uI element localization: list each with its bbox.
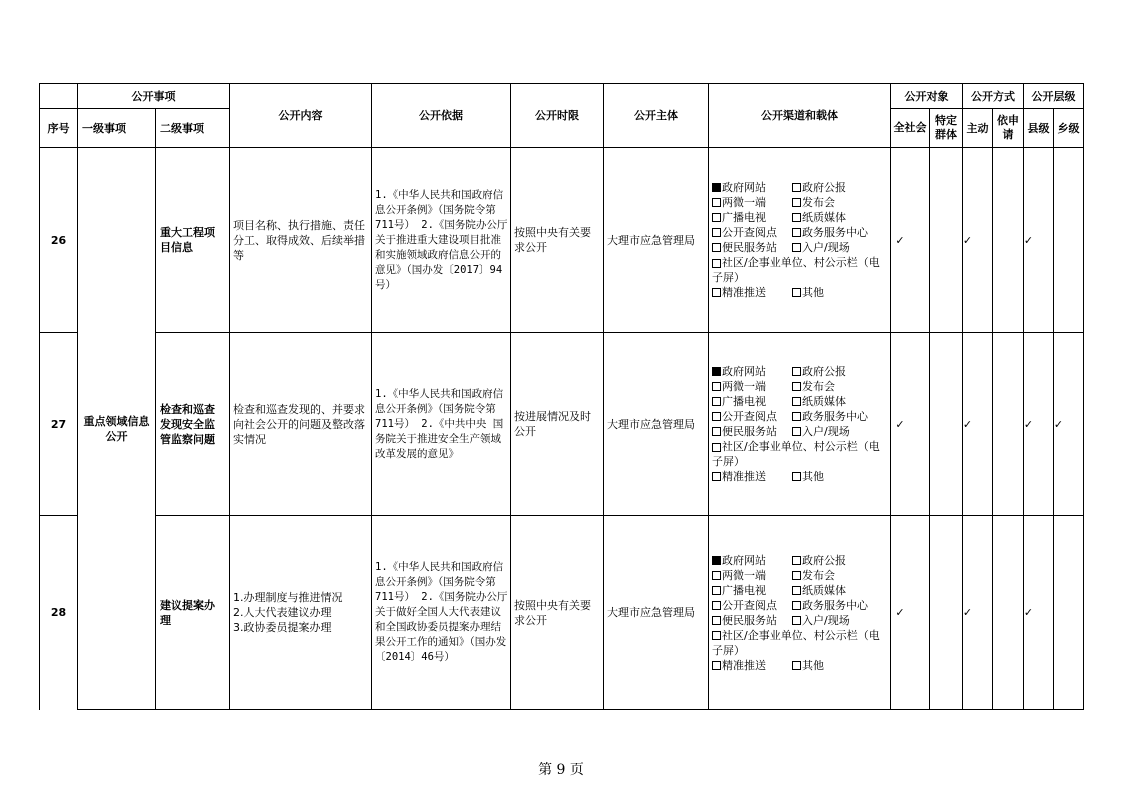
channel-two-micro: 两微一端 [722, 568, 766, 582]
checkbox-icon [712, 443, 721, 452]
checkbox-icon [792, 228, 801, 237]
header-blank [40, 84, 78, 109]
header-subject: 公开主体 [604, 84, 709, 148]
checkbox-icon [712, 228, 721, 237]
row-tick-active [963, 333, 993, 516]
channel-gov-gazette: 政府公报 [802, 365, 846, 378]
row-channels [709, 516, 891, 710]
channel-door-site: 入户/现场 [802, 613, 850, 627]
channel-print-media: 纸质媒体 [802, 395, 846, 408]
checkmark-icon: ✓ [962, 233, 973, 247]
row-time-limit: 按照中央有关要求公开 [511, 148, 604, 333]
channel-press-conf: 发布会 [802, 380, 835, 393]
channel-service-center: 政务服务中心 [802, 410, 868, 423]
channel-other: 其他 [802, 286, 824, 299]
channel-community-board: 社区/企事业单位、村公示栏（电子屏） [712, 628, 880, 657]
channel-door-site: 入户/现场 [802, 241, 850, 254]
channel-gov-website: 政府网站 [722, 365, 766, 378]
channel-community-board: 社区/企事业单位、村公示栏（电子屏） [712, 440, 880, 468]
row-time-limit: 按照中央有关要求公开 [511, 516, 604, 710]
channel-print-media: 纸质媒体 [802, 583, 846, 597]
row-basis: 1.《中华人民共和国政府信息公开条例》（国务院令第711号） 2.《国务院办公厅关于推进重大建设项目批准和实施领域政府信息公开的意见》（国办发〔2017〕94号） [372, 148, 511, 333]
checkbox-checked-icon [712, 556, 721, 565]
channel-other: 其他 [802, 658, 824, 672]
checkbox-icon [712, 427, 721, 436]
row-content: 检查和巡查发现的、并要求向社会公开的问题及整改落实情况 [230, 333, 372, 516]
checkbox-icon [792, 397, 801, 406]
channel-door-site: 入户/现场 [802, 425, 850, 438]
row-tick-specific [930, 148, 963, 333]
checkbox-icon [712, 213, 721, 222]
page-number: 第 9 页 [538, 762, 584, 778]
row-tick-all [891, 516, 930, 710]
checkbox-icon [792, 586, 801, 595]
channel-press-conf: 发布会 [802, 568, 835, 582]
header-method: 公开方式 [963, 84, 1024, 109]
row-basis: 1.《中华人民共和国政府信息公开条例》（国务院令第711号） 2.《国务院办公厅关于做好全国人大代表建议和全国政协委员提案办理结果公开工作的通知》（国办发〔2014〕46号） [372, 516, 511, 710]
channel-print-media: 纸质媒体 [802, 211, 846, 224]
header-level1: 一级事项 [78, 109, 156, 148]
channel-service-center: 政务服务中心 [802, 226, 868, 239]
row-tick-township [1054, 516, 1084, 710]
checkbox-icon [712, 631, 721, 640]
channel-convenience-station: 便民服务站 [722, 241, 777, 254]
checkmark-icon: ✓ [962, 417, 973, 431]
row-tick-all [891, 333, 930, 516]
row-tick-active [963, 516, 993, 710]
checkbox-icon [712, 472, 721, 481]
channel-gov-website: 政府网站 [722, 181, 766, 194]
channel-precise-push: 精准推送 [722, 658, 766, 672]
row-tick-active [963, 148, 993, 333]
table-row [40, 333, 1084, 516]
checkbox-icon [712, 412, 721, 421]
header-content: 公开内容 [230, 84, 372, 148]
channel-public-reading: 公开查阅点 [722, 410, 777, 423]
header-level: 公开层级 [1024, 84, 1084, 109]
channel-community-board: 社区/企事业单位、村公示栏（电子屏） [712, 256, 880, 284]
row-subject: 大理市应急管理局 [604, 333, 709, 516]
row-seq: 28 [40, 516, 78, 710]
channel-two-micro: 两微一端 [722, 196, 766, 209]
checkmark-icon: ✓ [1053, 417, 1064, 431]
checkmark-icon: ✓ [895, 233, 905, 247]
checkbox-icon [712, 198, 721, 207]
checkbox-icon [792, 243, 801, 252]
checkmark-icon: ✓ [895, 417, 905, 431]
row-level2: 重大工程项目信息 [156, 148, 230, 333]
row-tick-apply [993, 516, 1024, 710]
row-subject: 大理市应急管理局 [604, 148, 709, 333]
row-tick-apply [993, 148, 1024, 333]
header-open-items: 公开事项 [78, 84, 230, 109]
row-level2: 建议提案办理 [156, 516, 230, 710]
checkbox-icon [792, 571, 801, 580]
checkbox-icon [792, 556, 801, 565]
channel-broadcast-tv: 广播电视 [722, 211, 766, 224]
checkmark-icon: ✓ [1023, 606, 1034, 619]
checkbox-icon [792, 472, 801, 481]
checkbox-icon [792, 412, 801, 421]
header-audience: 公开对象 [891, 84, 963, 109]
checkbox-icon [712, 601, 721, 610]
channel-public-reading: 公开查阅点 [722, 598, 777, 612]
row-tick-township [1054, 333, 1084, 516]
row-content: 项目名称、执行措施、责任分工、取得成效、后续举措等 [230, 148, 372, 333]
header-method-active: 主动 [963, 109, 993, 148]
header-channels: 公开渠道和载体 [709, 84, 891, 148]
header-audience-all: 全社会 [891, 109, 930, 148]
checkbox-icon [712, 382, 721, 391]
row-time-limit: 按进展情况及时公开 [511, 333, 604, 516]
checkbox-icon [712, 661, 721, 670]
channel-convenience-station: 便民服务站 [722, 425, 777, 438]
channel-two-micro: 两微一端 [722, 380, 766, 393]
header-level2: 二级事项 [156, 109, 230, 148]
row-channels [709, 333, 891, 516]
header-audience-specific: 特定群体 [930, 109, 963, 148]
header-seq: 序号 [40, 109, 78, 148]
checkbox-icon [712, 259, 721, 268]
checkmark-icon: ✓ [962, 606, 973, 619]
channel-precise-push: 精准推送 [722, 286, 766, 299]
checkbox-icon [712, 288, 721, 297]
checkbox-icon [792, 616, 801, 625]
row-tick-county [1024, 333, 1054, 516]
row-tick-specific [930, 333, 963, 516]
checkbox-icon [792, 213, 801, 222]
header-method-apply: 依申请 [993, 109, 1024, 148]
channel-service-center: 政务服务中心 [802, 598, 868, 612]
channel-broadcast-tv: 广播电视 [722, 395, 766, 408]
checkbox-icon [792, 661, 801, 670]
channel-precise-push: 精准推送 [722, 470, 766, 483]
row-seq: 27 [40, 333, 78, 516]
checkbox-icon [792, 382, 801, 391]
header-basis: 公开依据 [372, 84, 511, 148]
row-tick-township [1054, 148, 1084, 333]
table-row [40, 516, 1084, 710]
checkbox-icon [712, 571, 721, 580]
checkbox-icon [792, 601, 801, 610]
header-time-limit: 公开时限 [511, 84, 604, 148]
checkbox-icon [712, 397, 721, 406]
channel-convenience-station: 便民服务站 [722, 613, 777, 627]
checkbox-icon [792, 183, 801, 192]
channel-gov-gazette: 政府公报 [802, 553, 846, 567]
checkbox-icon [792, 367, 801, 376]
channel-gov-gazette: 政府公报 [802, 181, 846, 194]
row-tick-all [891, 148, 930, 333]
row-level2: 检查和巡查发现安全监管监察问题 [156, 333, 230, 516]
row-channels [709, 148, 891, 333]
level1-merged: 重点领域信息公开 [78, 148, 156, 710]
header-level-county: 县级 [1024, 109, 1054, 148]
row-tick-county [1024, 148, 1054, 333]
row-subject: 大理市应急管理局 [604, 516, 709, 710]
disclosure-table [39, 83, 1084, 710]
checkmark-icon: ✓ [1023, 417, 1034, 431]
channel-press-conf: 发布会 [802, 196, 835, 209]
channel-public-reading: 公开查阅点 [722, 226, 777, 239]
row-content: 1.办理制度与推进情况 2.人大代表建议办理 3.政协委员提案办理 [230, 516, 372, 710]
row-tick-county [1024, 516, 1054, 710]
checkbox-icon [712, 243, 721, 252]
channel-gov-website: 政府网站 [722, 553, 766, 567]
row-tick-apply [993, 333, 1024, 516]
checkbox-icon [792, 198, 801, 207]
checkbox-icon [712, 616, 721, 625]
checkbox-checked-icon [712, 183, 721, 192]
table-row [40, 148, 1084, 333]
checkbox-icon [792, 427, 801, 436]
row-basis: 1.《中华人民共和国政府信息公开条例》（国务院令第711号） 2.《中共中央 国务院关于推进安全生产领域改革发展的意见》 [372, 333, 511, 516]
checkbox-checked-icon [712, 367, 721, 376]
channel-other: 其他 [802, 470, 824, 483]
checkmark-icon: ✓ [1023, 233, 1034, 247]
channel-broadcast-tv: 广播电视 [722, 583, 766, 597]
checkbox-icon [712, 586, 721, 595]
row-seq: 26 [40, 148, 78, 333]
header-level-township: 乡级 [1054, 109, 1084, 148]
checkmark-icon: ✓ [895, 606, 905, 619]
checkbox-icon [792, 288, 801, 297]
row-tick-specific [930, 516, 963, 710]
